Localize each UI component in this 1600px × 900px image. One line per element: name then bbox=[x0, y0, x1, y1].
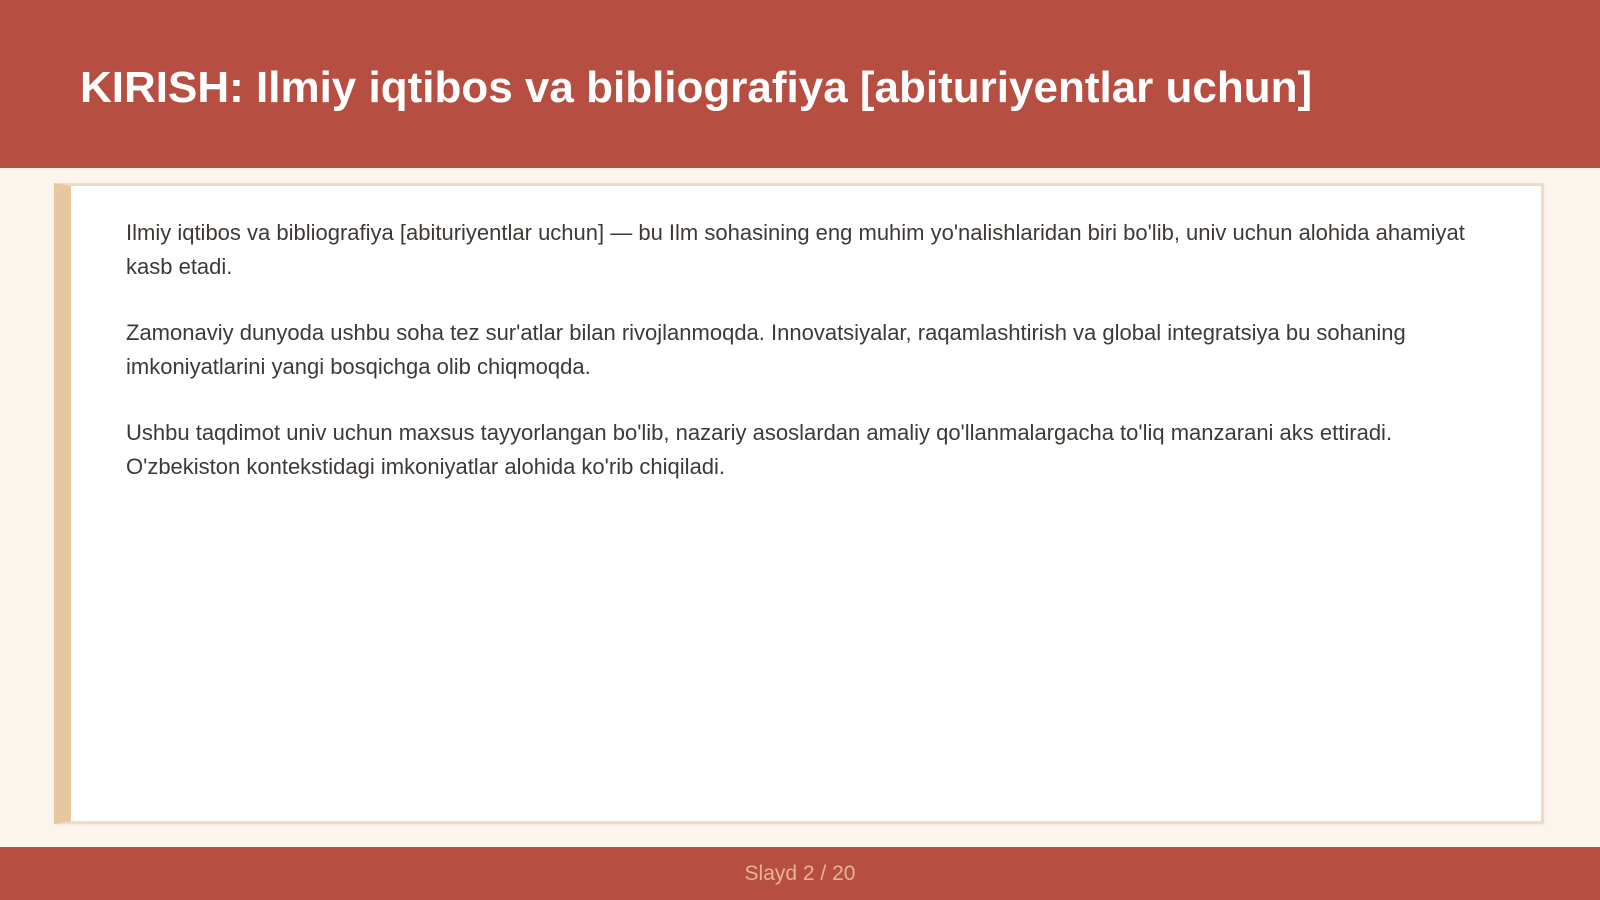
content-paragraph-1: Ilmiy iqtibos va bibliografiya [abituriyentlar uchun] — bu Ilm sohasining eng muhim yo'nalishlaridan biri bo'lib, univ uchun alohida ahamiyat kasb etadi. bbox=[126, 220, 1465, 279]
slide-footer bbox=[0, 847, 1600, 900]
content-body bbox=[126, 216, 1501, 516]
slide-counter: Slayd 2 / 20 bbox=[744, 862, 856, 885]
slide-header bbox=[0, 0, 1600, 168]
content-card bbox=[54, 183, 1544, 824]
slide-title: KIRISH: Ilmiy iqtibos va bibliografiya [abituriyentlar uchun] bbox=[80, 63, 1313, 112]
content-paragraph-2: Zamonaviy dunyoda ushbu soha tez sur'atlar bilan rivojlanmoqda. Innovatsiyalar, raqamlashtirish va global integratsiya bu sohaning imkoniyatlarini yangi bosqichga olib chiqmoqda. bbox=[126, 320, 1406, 379]
content-paragraph-3: Ushbu taqdimot univ uchun maxsus tayyorlangan bo'lib, nazariy asoslardan amaliy qo'llanmalargacha to'liq manzarani aks ettiradi. O'zbekiston kontekstidagi imkoniyatlar alohida ko'rib chiqiladi. bbox=[126, 420, 1393, 479]
